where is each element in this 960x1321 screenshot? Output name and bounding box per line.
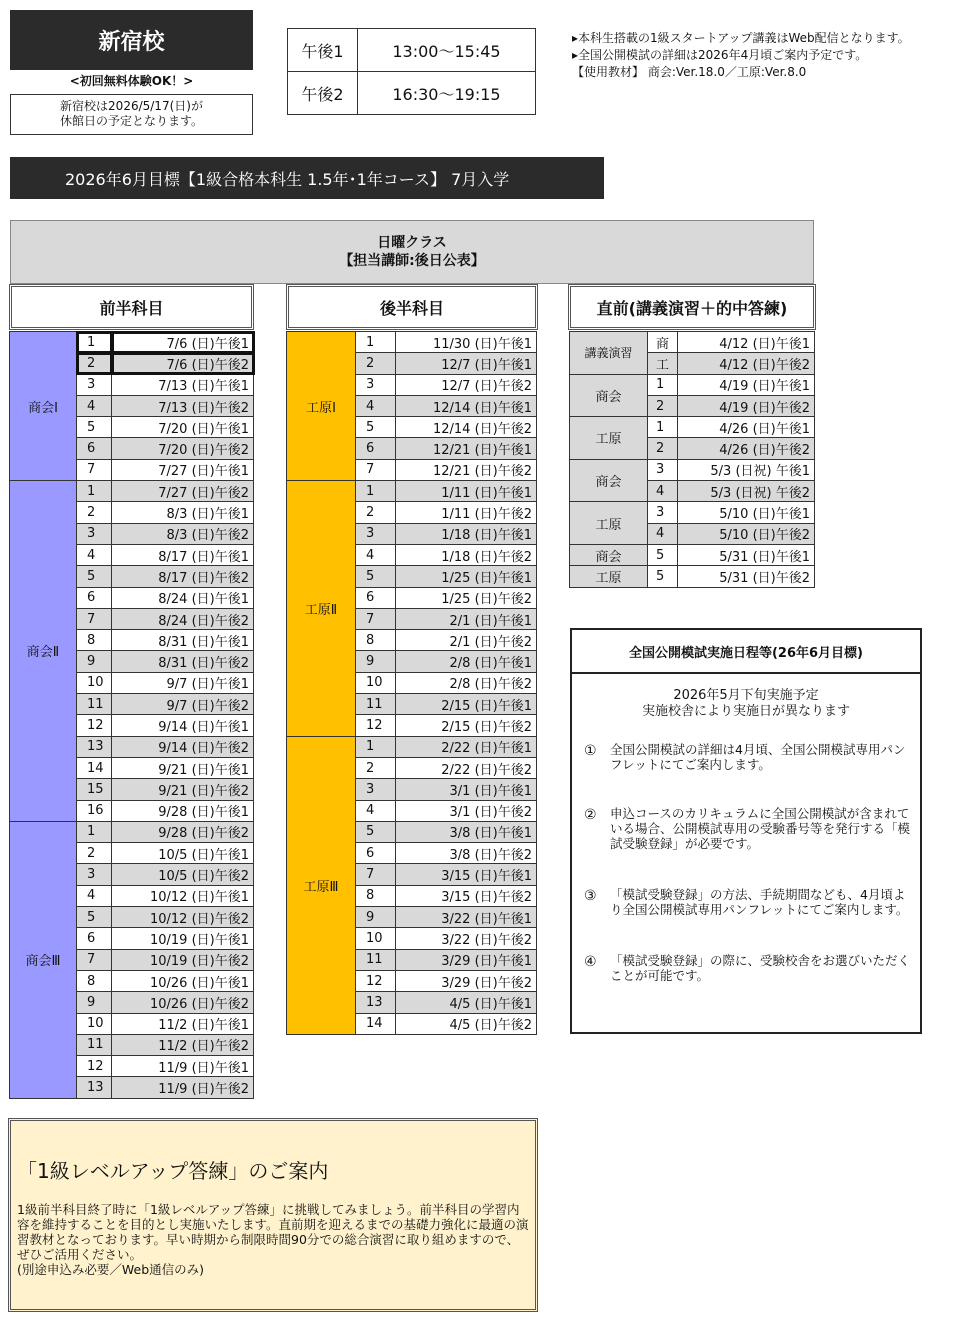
session-date: 12/7 (日)午後2 — [396, 374, 537, 395]
session-date: 7/20 (日)午後2 — [112, 438, 254, 459]
item-number: ① — [584, 743, 597, 759]
session-number: 12 — [356, 970, 396, 991]
mock-exam-title: 全国公開模試実施日程等(26年6月目標) — [572, 630, 920, 674]
session-number: 6 — [356, 587, 396, 608]
session-date: 3/1 (日)午後1 — [396, 779, 537, 800]
session-date: 4/12 (日)午後1 — [678, 332, 815, 353]
session-number: 11 — [77, 1034, 112, 1055]
session-number: 2 — [648, 438, 678, 459]
sunday-class-header — [10, 220, 814, 284]
session-date: 5/3 (日祝) 午後1 — [678, 459, 815, 480]
session-date: 2/22 (日)午後2 — [396, 757, 537, 778]
session-date: 1/11 (日)午後2 — [396, 502, 537, 523]
session-number: 6 — [356, 438, 396, 459]
session-number: 10 — [356, 672, 396, 693]
closed-day-note — [10, 94, 253, 135]
schedule-row — [570, 459, 815, 480]
session-number: 2 — [77, 353, 112, 374]
session-number: 2 — [77, 502, 112, 523]
group-cell: 商会 — [570, 374, 648, 417]
levelup-note: (別途申込み必要／Web通信のみ) — [17, 1262, 205, 1277]
session-number: 10 — [77, 672, 112, 693]
session-date: 3/29 (日)午後2 — [396, 970, 537, 991]
session-number: 3 — [356, 779, 396, 800]
session-number: 5 — [648, 544, 678, 565]
session-number: 4 — [77, 395, 112, 416]
session-date: 8/24 (日)午後2 — [112, 608, 254, 629]
session-number: 7 — [356, 459, 396, 480]
session-date: 7/13 (日)午後2 — [112, 395, 254, 416]
session-number: 1 — [648, 374, 678, 395]
session-number: 6 — [77, 438, 112, 459]
session-date: 1/18 (日)午後1 — [396, 523, 537, 544]
schedule-row — [287, 481, 537, 502]
session-number: 1 — [77, 481, 112, 502]
session-number: 9 — [77, 992, 112, 1013]
session-date: 2/8 (日)午後2 — [396, 672, 537, 693]
session-date: 11/2 (日)午後1 — [112, 1013, 254, 1034]
group-cell: 講義演習 — [570, 332, 648, 375]
session-date: 8/3 (日)午後1 — [112, 502, 254, 523]
note-line: ▸全国公開模試の詳細は2026年4月頃ご案内予定です。 — [572, 48, 868, 62]
subject-cell: 工原Ⅲ — [287, 736, 356, 1034]
levelup-title: 「1級レベルアップ答練」のご案内 — [17, 1159, 329, 1183]
session-date: 4/5 (日)午後2 — [396, 1013, 537, 1034]
session-date: 8/17 (日)午後1 — [112, 544, 254, 565]
subject-cell: 商会Ⅲ — [10, 821, 77, 1098]
session-date: 10/19 (日)午後1 — [112, 928, 254, 949]
mock-item — [584, 887, 914, 917]
session-number: 12 — [77, 1056, 112, 1077]
closed-line-2: 休館日の予定となります。 — [59, 114, 204, 128]
session-date: 5/3 (日祝) 午後2 — [678, 481, 815, 502]
item-text: 「模試受験登録」の際に、受験校舎をお選びいただくことが可能です。 — [610, 953, 911, 983]
session-date: 10/19 (日)午後2 — [112, 949, 254, 970]
subject-cell: 商会Ⅰ — [10, 332, 77, 481]
session-date: 8/31 (日)午後1 — [112, 630, 254, 651]
session-date: 10/12 (日)午後2 — [112, 907, 254, 928]
session-number: 8 — [77, 630, 112, 651]
session-date: 7/6 (日)午後2 — [112, 353, 254, 374]
schedule-row — [570, 417, 815, 438]
mock-item — [584, 806, 914, 851]
session-number: 3 — [648, 502, 678, 523]
closed-line-1: 新宿校は2026/5/17(日)が — [60, 99, 203, 113]
session-number: 12 — [356, 715, 396, 736]
mock-exam-venue-note: 実施校舎により実施日が異なります — [641, 704, 850, 719]
schedule-row — [570, 502, 815, 523]
session-date: 3/15 (日)午後1 — [396, 864, 537, 885]
session-number: 15 — [77, 779, 112, 800]
session-date: 4/26 (日)午後1 — [678, 417, 815, 438]
session-date: 12/7 (日)午後1 — [396, 353, 537, 374]
session-number: 商 — [648, 332, 678, 353]
session-number: 9 — [77, 651, 112, 672]
schedule-row — [570, 332, 815, 353]
session-number: 8 — [356, 630, 396, 651]
session-date: 8/17 (日)午後2 — [112, 566, 254, 587]
mock-exam-date: 2026年5月下旬実施予定 — [673, 688, 819, 703]
session-number: 7 — [356, 608, 396, 629]
group-cell: 商会 — [570, 459, 648, 502]
session-date: 4/19 (日)午後2 — [678, 395, 815, 416]
notes — [572, 30, 957, 81]
session-date: 10/5 (日)午後2 — [112, 864, 254, 885]
session-date: 2/8 (日)午後1 — [396, 651, 537, 672]
session-number: 3 — [356, 374, 396, 395]
session-number: 7 — [77, 608, 112, 629]
session-date: 4/5 (日)午後1 — [396, 992, 537, 1013]
first-half-heading: 前半科目 — [9, 284, 254, 330]
session-number: 8 — [77, 970, 112, 991]
session-date: 3/1 (日)午後2 — [396, 800, 537, 821]
session-number: 4 — [77, 544, 112, 565]
group-cell: 工原 — [570, 502, 648, 545]
session-date: 7/27 (日)午後1 — [112, 459, 254, 480]
item-text: 申込コースのカリキュラムに全国公開模試が含まれている場合、公開模試専用の受験番号等を発行する「模試受験登録」が必要です。 — [610, 806, 911, 851]
subject-cell: 工原Ⅱ — [287, 481, 356, 737]
session-date: 8/24 (日)午後1 — [112, 587, 254, 608]
session-number: 1 — [77, 332, 112, 353]
session-date: 12/21 (日)午後1 — [396, 438, 537, 459]
subject-cell: 商会Ⅱ — [10, 481, 77, 822]
session-number: 4 — [648, 523, 678, 544]
session-number: 1 — [648, 417, 678, 438]
session-number: 3 — [356, 523, 396, 544]
session-date: 9/7 (日)午後2 — [112, 694, 254, 715]
session-number: 6 — [77, 587, 112, 608]
time-slot-table — [287, 28, 536, 115]
session-date: 2/15 (日)午後1 — [396, 694, 537, 715]
group-cell: 工原 — [570, 566, 648, 587]
session-number: 9 — [356, 907, 396, 928]
session-number: 5 — [77, 907, 112, 928]
session-date: 9/28 (日)午後1 — [112, 800, 254, 821]
item-text: 「模試受験登録」の方法、手続期間なども、4月頃より全国公開模試専用パンフレットにてご案内します。 — [610, 887, 909, 917]
session-date: 10/5 (日)午後1 — [112, 843, 254, 864]
second-half-schedule — [286, 331, 537, 1035]
session-date: 9/14 (日)午後2 — [112, 736, 254, 757]
session-date: 12/14 (日)午後2 — [396, 417, 537, 438]
session-date: 7/6 (日)午後1 — [112, 332, 254, 353]
session-date: 2/1 (日)午後1 — [396, 608, 537, 629]
session-date: 9/28 (日)午後2 — [112, 821, 254, 842]
session-number: 14 — [356, 1013, 396, 1034]
session-number: 13 — [77, 1077, 112, 1098]
session-date: 10/26 (日)午後1 — [112, 970, 254, 991]
session-date: 9/7 (日)午後1 — [112, 672, 254, 693]
session-date: 4/19 (日)午後1 — [678, 374, 815, 395]
session-number: 11 — [356, 694, 396, 715]
session-number: 7 — [77, 459, 112, 480]
session-number: 14 — [77, 757, 112, 778]
session-date: 1/11 (日)午後1 — [396, 481, 537, 502]
mock-exam-box — [570, 628, 922, 1034]
session-number: 11 — [77, 694, 112, 715]
schedule-row — [10, 332, 254, 353]
session-number: 11 — [356, 949, 396, 970]
session-date: 11/9 (日)午後1 — [112, 1056, 254, 1077]
session-date: 7/27 (日)午後2 — [112, 481, 254, 502]
mock-item — [584, 742, 914, 772]
item-text: 全国公開模試の詳細は4月頃、全国公開模試専用パンフレットにてご案内します。 — [610, 742, 906, 772]
slot-label: 午後2 — [288, 72, 358, 115]
session-number: 4 — [356, 544, 396, 565]
session-number: 7 — [356, 864, 396, 885]
levelup-box — [8, 1118, 538, 1312]
session-number: 3 — [77, 374, 112, 395]
session-number: 4 — [77, 885, 112, 906]
session-number: 5 — [77, 417, 112, 438]
session-number: 2 — [77, 843, 112, 864]
mock-item — [584, 953, 914, 983]
session-date: 8/3 (日)午後2 — [112, 523, 254, 544]
session-number: 4 — [648, 481, 678, 502]
session-date: 12/21 (日)午後2 — [396, 459, 537, 480]
session-number: 5 — [356, 821, 396, 842]
course-banner: 2026年6月目標【1級合格本科生 1.5年･1年コース】 7月入学 — [10, 157, 604, 199]
session-date: 1/25 (日)午後2 — [396, 587, 537, 608]
item-number: ③ — [584, 888, 597, 904]
session-date: 3/8 (日)午後1 — [396, 821, 537, 842]
session-date: 5/31 (日)午後2 — [678, 566, 815, 587]
session-number: 1 — [356, 332, 396, 353]
session-date: 3/8 (日)午後2 — [396, 843, 537, 864]
session-date: 4/12 (日)午後2 — [678, 353, 815, 374]
session-date: 5/10 (日)午後2 — [678, 523, 815, 544]
session-date: 5/31 (日)午後1 — [678, 544, 815, 565]
session-number: 2 — [356, 757, 396, 778]
slot-label: 午後1 — [288, 29, 358, 72]
session-number: 2 — [356, 353, 396, 374]
session-date: 7/20 (日)午後1 — [112, 417, 254, 438]
schedule-row — [570, 566, 815, 587]
session-number: 3 — [77, 523, 112, 544]
session-date: 3/15 (日)午後2 — [396, 885, 537, 906]
free-trial-note: <初回無料体験OK！> — [69, 74, 194, 88]
final-period-heading: 直前(講義演習＋的中答練) — [568, 284, 816, 330]
session-date: 11/9 (日)午後2 — [112, 1077, 254, 1098]
school-title: 新宿校 — [10, 10, 253, 70]
slot-time: 16:30～19:15 — [358, 72, 536, 115]
slot-time: 13:00～15:45 — [358, 29, 536, 72]
session-number: 6 — [356, 843, 396, 864]
session-number: 16 — [77, 800, 112, 821]
session-number: 2 — [356, 502, 396, 523]
item-number: ② — [584, 807, 597, 823]
session-date: 9/21 (日)午後2 — [112, 779, 254, 800]
session-date: 4/26 (日)午後2 — [678, 438, 815, 459]
schedule-row — [570, 544, 815, 565]
session-date: 11/30 (日)午後1 — [396, 332, 537, 353]
time-slot-row — [288, 72, 536, 115]
session-date: 10/26 (日)午後2 — [112, 992, 254, 1013]
session-number: 5 — [356, 566, 396, 587]
session-number: 6 — [77, 928, 112, 949]
second-half-heading: 後半科目 — [286, 284, 538, 330]
session-number: 4 — [356, 800, 396, 821]
item-number: ④ — [584, 954, 597, 970]
note-line: ▸本科生搭載の1級スタートアップ講義はWeb配信となります。 — [572, 31, 910, 45]
session-date: 2/22 (日)午後1 — [396, 736, 537, 757]
note-line: 【使用教材】 商会:Ver.18.0／工原:Ver.8.0 — [572, 65, 807, 79]
session-number: 10 — [356, 928, 396, 949]
session-date: 9/21 (日)午後1 — [112, 757, 254, 778]
session-number: 1 — [356, 736, 396, 757]
schedule-row — [10, 821, 254, 842]
session-date: 3/22 (日)午後2 — [396, 928, 537, 949]
schedule-row — [10, 481, 254, 502]
levelup-body: 1級前半科目終了時に「1級レベルアップ答練」に挑戦してみましょう。前半科目の学習内容を維持することを目的とし実施いたします。直前期を迎えるまでの基礎力強化に最適の演習教材となっております。早い時期から制限時間90分での総合演習に取り組めますので、ぜひご活用ください。 — [17, 1202, 529, 1262]
session-number: 工 — [648, 353, 678, 374]
session-date: 2/1 (日)午後2 — [396, 630, 537, 651]
session-number: 13 — [77, 736, 112, 757]
session-number: 1 — [77, 821, 112, 842]
session-date: 9/14 (日)午後1 — [112, 715, 254, 736]
session-number: 13 — [356, 992, 396, 1013]
group-cell: 工原 — [570, 417, 648, 460]
session-number: 5 — [356, 417, 396, 438]
session-number: 5 — [648, 566, 678, 587]
session-date: 12/14 (日)午後1 — [396, 395, 537, 416]
session-number: 2 — [648, 395, 678, 416]
sunday-class-title: 日曜クラス — [377, 235, 447, 251]
session-number: 3 — [648, 459, 678, 480]
session-number: 8 — [356, 885, 396, 906]
session-number: 3 — [77, 864, 112, 885]
session-date: 3/29 (日)午後1 — [396, 949, 537, 970]
session-date: 11/2 (日)午後2 — [112, 1034, 254, 1055]
subject-cell: 工原Ⅰ — [287, 332, 356, 481]
session-date: 10/12 (日)午後1 — [112, 885, 254, 906]
time-slot-row — [288, 29, 536, 72]
schedule-row — [287, 736, 537, 757]
session-number: 9 — [356, 651, 396, 672]
session-date: 2/15 (日)午後2 — [396, 715, 537, 736]
session-number: 12 — [77, 715, 112, 736]
session-number: 4 — [356, 395, 396, 416]
session-number: 5 — [77, 566, 112, 587]
schedule-row — [287, 332, 537, 353]
session-date: 3/22 (日)午後1 — [396, 907, 537, 928]
session-date: 7/13 (日)午後1 — [112, 374, 254, 395]
session-date: 8/31 (日)午後2 — [112, 651, 254, 672]
session-date: 5/10 (日)午後1 — [678, 502, 815, 523]
final-period-schedule — [569, 331, 815, 588]
group-cell: 商会 — [570, 544, 648, 565]
first-half-schedule — [9, 331, 254, 1099]
session-number: 7 — [77, 949, 112, 970]
session-date: 1/18 (日)午後2 — [396, 544, 537, 565]
lecturer-note: 【担当講師:後日公表】 — [339, 253, 485, 269]
schedule-row — [570, 374, 815, 395]
session-number: 1 — [356, 481, 396, 502]
session-number: 10 — [77, 1013, 112, 1034]
session-date: 1/25 (日)午後1 — [396, 566, 537, 587]
